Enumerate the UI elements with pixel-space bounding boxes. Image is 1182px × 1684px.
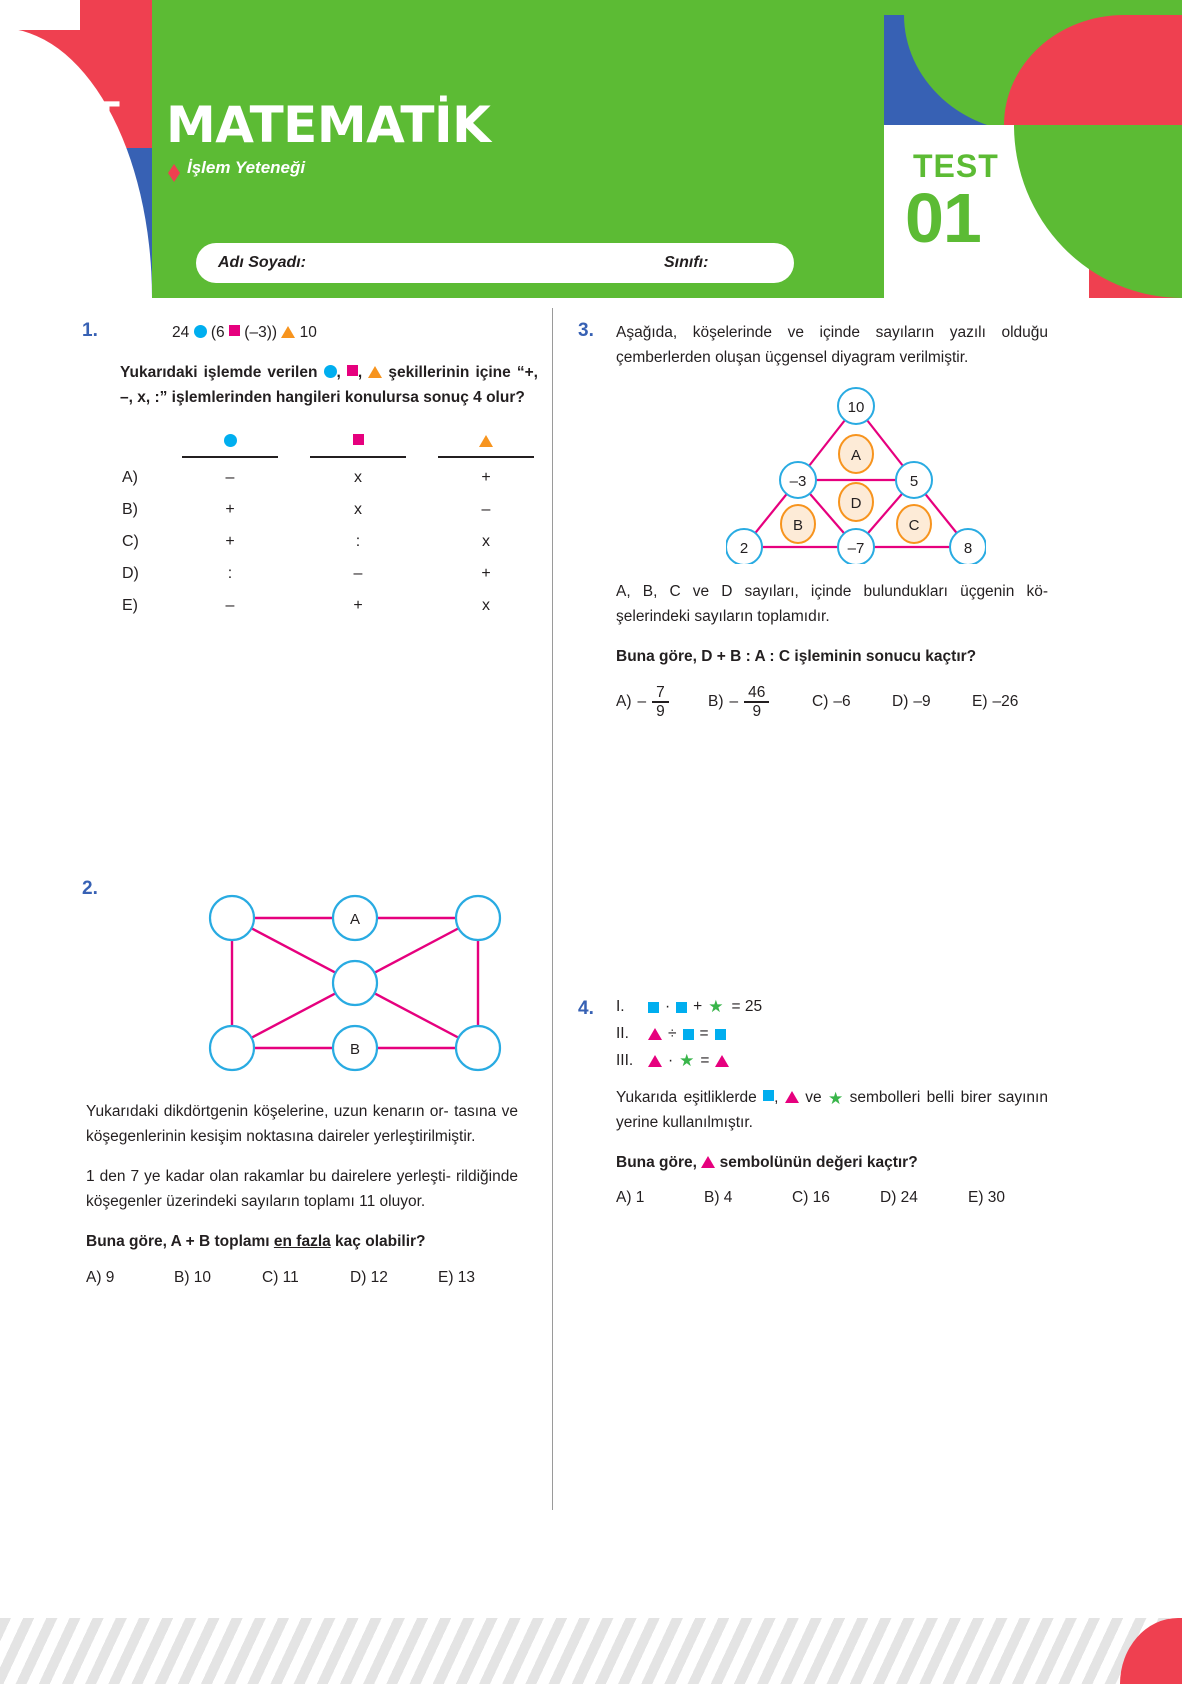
- option-a-denominator: 9: [656, 702, 665, 720]
- option-label-e: E): [122, 596, 138, 614]
- table-row[interactable]: [120, 494, 550, 526]
- triangle-orange-icon: [281, 326, 295, 338]
- question-3: [578, 320, 1058, 721]
- option-c-c3: x: [482, 532, 490, 550]
- question-1: [82, 320, 562, 622]
- inner-label-D: D: [850, 495, 862, 513]
- option-b-fraction: [744, 684, 769, 721]
- stem-part-4: sonuç 4 olur?: [423, 389, 525, 407]
- table-row[interactable]: [120, 526, 550, 558]
- inner-label-C: C: [908, 517, 920, 535]
- option-e-c3: x: [482, 596, 490, 614]
- option-c-c2: :: [355, 532, 361, 550]
- triangle-magenta-icon: [715, 1055, 729, 1067]
- question-3-figure: [726, 384, 986, 564]
- option-c-value: –6: [833, 693, 851, 711]
- option-d[interactable]: D) 12: [350, 1268, 388, 1286]
- eq1-plus: +: [693, 998, 703, 1015]
- vertex-bottom-left-label: 2: [739, 540, 749, 558]
- node-label-A: A: [349, 911, 361, 928]
- question-4-number: 4.: [578, 998, 594, 1019]
- option-b-c2: x: [354, 500, 362, 518]
- inner-label-B: B: [792, 517, 804, 535]
- question-3-text: A, B, C ve D sayıları, içinde bulundukları üçgenin kö- şelerindeki sayıların toplamıdır.: [616, 583, 1048, 626]
- col-header-square: [294, 426, 422, 461]
- header-rule: [438, 456, 534, 457]
- vertex-top-label: 10: [847, 399, 865, 417]
- vertex-bottom-mid-label: –7: [847, 540, 865, 558]
- question-2-options: [86, 1269, 526, 1287]
- col-header-triangle: [422, 426, 550, 461]
- vertex-mid-right-label: 5: [909, 473, 919, 491]
- option-e-value: –26: [992, 693, 1019, 711]
- triangle-orange-icon: [368, 366, 382, 378]
- option-c-label: C): [812, 693, 829, 711]
- header-rule: [182, 456, 278, 457]
- square-cyan-icon: [648, 1002, 659, 1013]
- option-d-c3: +: [481, 564, 491, 582]
- option-a[interactable]: A) 1: [616, 1189, 645, 1207]
- option-label-d: D): [122, 564, 139, 582]
- square-cyan-icon: [683, 1029, 694, 1040]
- circle-blue-icon: [224, 434, 237, 447]
- option-e-c1: –: [225, 596, 235, 614]
- question-1-stem: [120, 360, 538, 410]
- roman-numeral-3: III.: [616, 1052, 634, 1069]
- vertex-bottom-right-label: 8: [963, 540, 973, 558]
- option-b-numerator: 46: [748, 683, 766, 701]
- option-b-denominator: 9: [752, 702, 762, 720]
- page-footer: [0, 1618, 1182, 1684]
- question-2-number: 2.: [82, 878, 98, 899]
- roman-numeral-2: II.: [616, 1025, 629, 1042]
- header-left-white-notch: [0, 0, 80, 30]
- eq1-result: = 25: [731, 998, 763, 1015]
- triangle-magenta-icon: [701, 1156, 715, 1168]
- inner-label-A: A: [850, 447, 862, 465]
- question-3-ask: Buna göre, D + B : A : C işleminin sonucu kaçtır?: [616, 648, 977, 666]
- page-header: [0, 0, 1182, 298]
- option-d[interactable]: [892, 693, 972, 711]
- square-cyan-icon: [763, 1090, 774, 1101]
- table-row[interactable]: [120, 590, 550, 622]
- test-label: TEST: [913, 148, 999, 184]
- option-e[interactable]: [972, 693, 1018, 711]
- student-info-bar: [196, 243, 794, 283]
- triangle-magenta-icon: [785, 1091, 799, 1103]
- option-e[interactable]: E) 13: [438, 1268, 476, 1286]
- question-4-equation-1: I. · + ★ = 25: [616, 997, 763, 1016]
- option-b[interactable]: B) 10: [174, 1268, 212, 1286]
- diamond-bullet-icon: [168, 164, 180, 173]
- question-1-option-table: [120, 426, 550, 621]
- stem-part-2: şekillerinin: [382, 364, 470, 382]
- stem-part-1: Yukarıdaki işlemde verilen: [120, 364, 324, 382]
- square-magenta-icon: [229, 325, 240, 336]
- option-a[interactable]: A) 9: [86, 1268, 115, 1286]
- option-a-numerator: 7: [656, 683, 665, 701]
- question-2-figure: [200, 888, 510, 1078]
- option-e-label: E): [972, 693, 988, 711]
- option-d-c2: –: [353, 564, 363, 582]
- question-3-intro: Aşağıda, köşelerinde ve içinde sayıların yazılı olduğu çemberlerden oluşan üçgensel diyagram verilmiştir.: [616, 324, 1048, 367]
- square-magenta-icon: [353, 434, 364, 445]
- expr-num-24: 24: [172, 324, 190, 341]
- question-4: [578, 998, 1058, 1207]
- question-2-ask: Buna göre, A + B toplamı en fazla kaç olabilir?: [86, 1233, 426, 1251]
- brand-tyt: TYT: [33, 92, 121, 143]
- circle-blue-icon: [194, 325, 207, 338]
- option-e[interactable]: E) 30: [968, 1189, 1006, 1207]
- option-b-c3: –: [481, 500, 491, 518]
- question-2-text-2: 1 den 7 ye kadar olan rakamlar bu dairelere yerleşti- rildiğinde köşegenler üzerindeki sayıların toplamı 11 oluyor.: [86, 1168, 518, 1211]
- option-c[interactable]: [812, 693, 892, 711]
- stem-comma-2: ,: [357, 364, 369, 382]
- question-4-options: [616, 1189, 1056, 1207]
- option-a-label: A): [616, 693, 632, 711]
- option-label-a: A): [122, 468, 138, 486]
- rectangle-graph-svg: [200, 888, 510, 1078]
- square-cyan-icon: [715, 1029, 726, 1040]
- footer-stripe-pattern: [0, 1618, 1182, 1684]
- eq2-eq: =: [699, 1025, 709, 1042]
- vertex-mid-left-label: –3: [789, 473, 807, 491]
- topic-row: [168, 158, 305, 178]
- option-a[interactable]: [616, 684, 708, 721]
- square-magenta-icon: [347, 365, 358, 376]
- triangle-diagram-svg: [726, 384, 986, 564]
- question-4-text: Yukarıda eşitliklerde , ve ★ sembolleri belli birer sayının yerine kullanılmıştır.: [616, 1089, 1048, 1132]
- right-column: [578, 298, 1058, 1207]
- expr-num-10: 10: [299, 324, 317, 341]
- circle-blue-icon: [324, 365, 337, 378]
- class-field-label: Sınıfı:: [664, 254, 709, 271]
- option-b[interactable]: B) 4: [704, 1189, 733, 1207]
- question-1-number: 1.: [82, 320, 98, 341]
- topic-label: İşlem Yeteneği: [187, 158, 306, 177]
- name-field-label: Adı Soyadı:: [218, 254, 307, 271]
- option-e-c2: +: [353, 596, 363, 614]
- option-b[interactable]: [708, 684, 812, 721]
- table-header-row: [120, 426, 550, 461]
- eq3-eq: =: [700, 1052, 710, 1069]
- subject-title: MATEMATİK: [166, 96, 491, 154]
- roman-numeral-1: I.: [616, 998, 625, 1015]
- eq3-dot: ·: [668, 1052, 674, 1069]
- option-c[interactable]: C) 11: [262, 1268, 299, 1286]
- question-4-equation-2: [616, 1025, 1058, 1043]
- question-4-equation-3: III. · ★ =: [616, 1052, 1058, 1070]
- triangle-magenta-icon: [648, 1028, 662, 1040]
- option-c[interactable]: C) 16: [792, 1189, 830, 1207]
- stem-comma-1: ,: [336, 364, 347, 382]
- option-a-fraction: [652, 684, 669, 721]
- option-a-c1: –: [225, 468, 235, 486]
- question-2: [82, 878, 562, 1287]
- option-d-value: –9: [913, 693, 931, 711]
- table-row[interactable]: [120, 558, 550, 590]
- stem-part-3: içine “+, –, x, :” işlemlerinden hangileri konulursa: [120, 364, 538, 407]
- option-d-label: D): [892, 693, 909, 711]
- option-a-c2: x: [354, 468, 362, 486]
- triangle-orange-icon: [479, 435, 493, 447]
- eq1-dot: ·: [665, 998, 671, 1015]
- question-1-expression: [120, 320, 562, 345]
- triangle-magenta-icon: [648, 1055, 662, 1067]
- option-b-sign: –: [729, 693, 739, 711]
- option-c-c1: +: [225, 532, 235, 550]
- question-2-text-1: Yukarıdaki dikdörtgenin köşelerine, uzun kenarın or- tasına ve köşegenlerinin kesişim noktasına daireler yerleştirilmiştir.: [86, 1103, 518, 1146]
- option-d[interactable]: D) 24: [880, 1189, 918, 1207]
- expr-open-6: (6: [210, 324, 225, 341]
- eq2-div: ÷: [668, 1025, 677, 1042]
- left-column: [82, 298, 562, 1286]
- test-number: 01: [905, 179, 981, 257]
- question-3-number: 3.: [578, 320, 594, 341]
- option-d-c1: :: [227, 564, 233, 582]
- option-b-c1: +: [225, 500, 235, 518]
- question-3-options: [616, 684, 1058, 721]
- question-4-ask: Buna göre, sembolünün değeri kaçtır?: [616, 1154, 918, 1172]
- ask-emphasis: en fazla: [273, 1233, 331, 1251]
- option-b-label: B): [708, 693, 724, 711]
- questions-area: [0, 298, 1182, 1498]
- option-a-sign: –: [637, 693, 647, 711]
- square-cyan-icon: [676, 1002, 687, 1013]
- table-row[interactable]: [120, 462, 550, 494]
- option-label-b: B): [122, 500, 138, 518]
- col-header-circle: [166, 426, 294, 461]
- option-label-c: C): [122, 532, 139, 550]
- header-rule: [310, 456, 406, 457]
- node-label-B: B: [349, 1041, 361, 1058]
- expr-neg3: (–3)): [244, 324, 278, 341]
- option-a-c3: +: [481, 468, 491, 486]
